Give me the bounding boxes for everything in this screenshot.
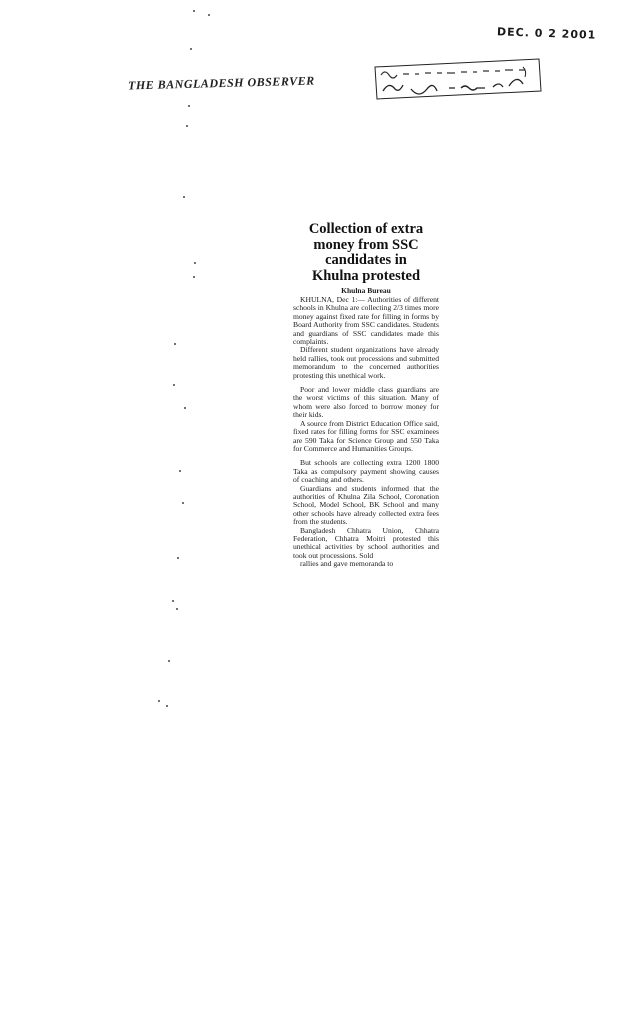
scan-speck	[186, 125, 188, 127]
article-paragraph: Guardians and students informed that the authorities of Khulna Zila School, Coronation School, Model School, BK School and many other schools have already collected extra fees from the students.	[293, 483, 439, 527]
article-paragraph: Poor and lower middle class guardians are the worst victims of this situation. Many of whom were also forced to borrow money for their kids.	[293, 385, 439, 420]
scan-speck	[173, 384, 175, 386]
article-paragraph: But schools are collecting extra 1200 1800 Taka as compulsory payment showing causes of coaching and others.	[293, 458, 439, 485]
scan-speck	[166, 705, 168, 707]
article-paragraph: Bangladesh Chhatra Union, Chhatra Federation, Chhatra Moitri protested this unethical activities by school authorities and took out processions. Sold	[293, 525, 439, 560]
scan-speck	[177, 557, 179, 559]
scan-speck	[193, 276, 195, 278]
article-byline: Khulna Bureau	[341, 286, 391, 295]
scan-speck	[182, 502, 184, 504]
file-stamp-icon	[371, 55, 543, 101]
scan-speck	[168, 660, 170, 662]
article-paragraph: A source from District Education Office said, fixed rates for filling forms for SSC examinees are 590 Taka for Science Group and 550 Taka for Commerce and Humanities Groups.	[293, 418, 439, 453]
scan-speck	[190, 48, 192, 50]
scan-speck	[158, 700, 160, 702]
date-stamp: DEC. 0 2 2001	[496, 25, 597, 42]
scan-speck	[179, 470, 181, 472]
scan-speck	[194, 262, 196, 264]
scan-speck	[208, 14, 210, 16]
article-paragraph: Different student organizations have already held rallies, took out processions and submitted memorandum to the concerned authorities protesting this unethical work.	[293, 345, 439, 380]
article-paragraph: KHULNA, Dec 1:— Authorities of different schools in Khulna are collecting 2/3 times more money against fixed rate for filling in forms by Board Authority from SSC candidates. Students and guardians of SSC candidates made this complaints.	[293, 295, 439, 347]
scan-speck	[172, 600, 174, 602]
scan-speck	[188, 105, 190, 107]
news-article	[293, 221, 439, 569]
scan-speck	[176, 608, 178, 610]
article-headline: Collection of extra money from SSC candidates in Khulna protested	[308, 221, 424, 284]
scan-speck	[183, 196, 185, 198]
scan-speck	[184, 407, 186, 409]
article-cut-line: rallies and gave memoranda to	[300, 559, 394, 569]
newspaper-name: THE BANGLADESH OBSERVER	[127, 73, 315, 93]
scan-speck	[193, 10, 195, 12]
scan-speck	[174, 343, 176, 345]
